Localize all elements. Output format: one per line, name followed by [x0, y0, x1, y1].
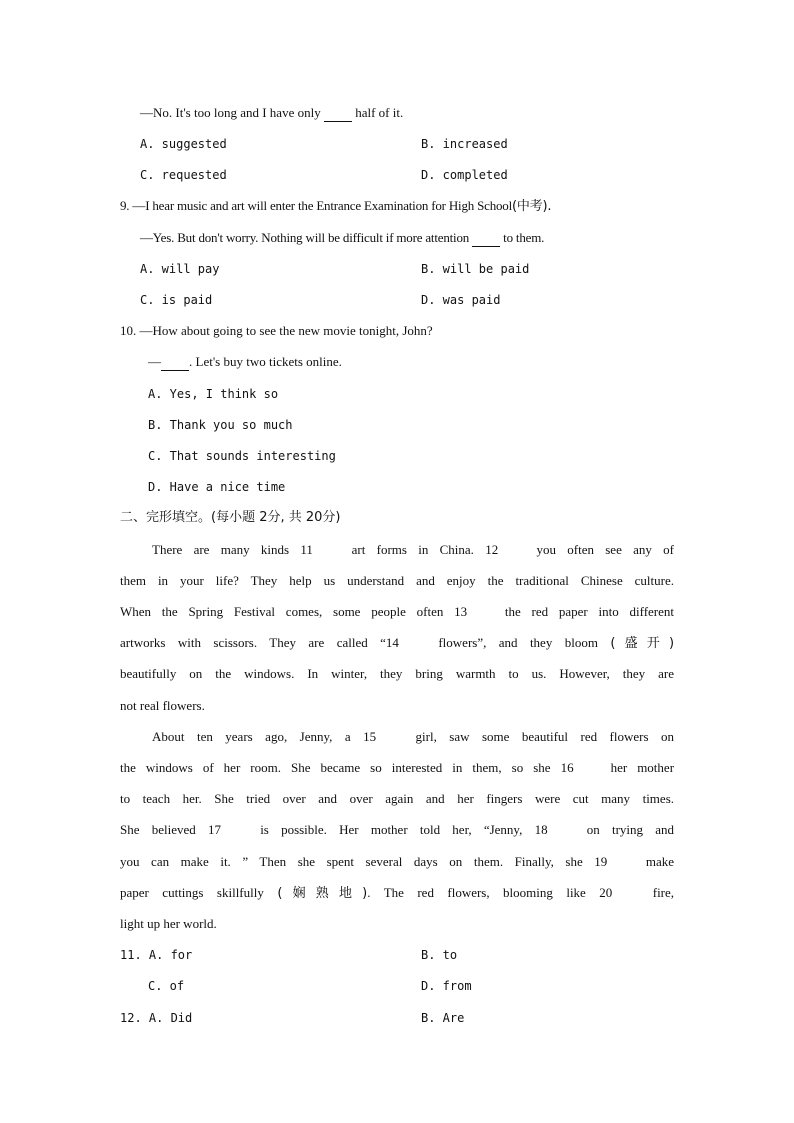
q9-stem-cjk: (中考). — [512, 199, 552, 214]
q8-reply — [140, 105, 403, 121]
q12-option-b[interactable]: B. Are — [421, 1011, 465, 1025]
passage-text: There are many kinds — [152, 542, 290, 557]
q9-reply — [140, 230, 544, 246]
q8-answer-blank[interactable] — [324, 105, 352, 122]
blank-19[interactable]: 19 — [594, 854, 634, 870]
passage-text: paper cuttings skillfully — [120, 885, 264, 900]
q10-reply-dash: — — [148, 354, 161, 369]
q10-option-b[interactable]: B. Thank you so much — [148, 418, 293, 432]
q10-reply — [148, 354, 342, 370]
passage-text: . The red flowers, blooming like — [367, 885, 586, 900]
passage-line — [120, 604, 674, 620]
passage-line: not real flowers. — [120, 698, 205, 713]
q9-reply-text-b: to them. — [503, 230, 545, 245]
q10-reply-text: . Let's buy two tickets online. — [189, 354, 342, 369]
q9-stem — [120, 198, 551, 214]
q9-option-d[interactable]: D. was paid — [421, 293, 501, 307]
section-title: 二、完形填空。 — [120, 510, 212, 525]
q8-option-c[interactable]: C. requested — [140, 168, 227, 182]
q9-option-c[interactable]: C. is paid — [140, 293, 213, 307]
passage-text: artworks with scissors. They are called “ — [120, 635, 386, 650]
q9-option-b[interactable]: B. will be paid — [421, 262, 530, 276]
q8-reply-text-a: —No. It's too long and I have only — [140, 105, 321, 120]
passage-line: light up her world. — [120, 916, 217, 931]
q9-answer-blank[interactable] — [472, 230, 500, 247]
q8-reply-text-b: half of it. — [355, 105, 404, 120]
passage-text: is possible. Her mother told her, “Jenny, — [260, 822, 523, 837]
passage-text: you often see any of — [536, 542, 674, 557]
blank-17[interactable]: 17 — [208, 822, 248, 838]
passage-text: She believed — [120, 822, 196, 837]
blank-12[interactable]: 12 — [485, 542, 525, 558]
passage-line: to teach her. She tried over and over again and her fingers were cut many times. — [120, 791, 674, 806]
blank-18[interactable]: 18 — [535, 822, 575, 838]
passage-line — [120, 854, 674, 870]
passage-text: the red paper into different — [504, 604, 674, 619]
q9-option-a[interactable]: A. will pay — [140, 262, 220, 276]
q8-option-d[interactable]: D. completed — [421, 168, 508, 182]
blank-20[interactable]: 20 — [599, 885, 639, 901]
passage-text: art forms in China. — [351, 542, 474, 557]
passage-line — [120, 822, 674, 838]
q11-option-c[interactable]: C. of — [148, 979, 185, 993]
q9-stem-text: 9. —I hear music and art will enter the Entrance Examination for High School — [120, 198, 513, 213]
q10-stem: 10. —How about going to see the new movie tonight, John? — [120, 323, 433, 338]
q10-answer-blank[interactable] — [161, 354, 189, 371]
q11-option-a[interactable]: 11. A. for — [120, 948, 193, 962]
passage-text-cjk: (盛开) — [610, 636, 674, 651]
passage-text: flowers”, and they bloom — [438, 635, 598, 650]
passage-text-cjk: (娴熟地) — [277, 886, 368, 901]
passage-text: make — [645, 854, 674, 869]
q9-reply-text-a: —Yes. But don't worry. Nothing will be difficult if more attention — [140, 230, 470, 245]
passage-line — [152, 542, 674, 558]
passage-line: them in your life? They help us understand and enjoy the traditional Chinese culture. — [120, 573, 674, 588]
passage-text: her mother — [610, 760, 674, 775]
section-heading — [120, 510, 341, 526]
q11-option-d[interactable]: D. from — [421, 979, 472, 993]
q10-option-c[interactable]: C. That sounds interesting — [148, 449, 336, 463]
q8-option-a[interactable]: A. suggested — [140, 137, 227, 151]
passage-line — [120, 635, 674, 651]
blank-16[interactable]: 16 — [561, 760, 601, 776]
passage-text: the windows of her room. She became so interested in them, so she — [120, 760, 551, 775]
q11-option-b[interactable]: B. to — [421, 948, 458, 962]
passage-text: you can make it. ” Then she spent several days on them. Finally, she — [120, 854, 583, 869]
q10-option-a[interactable]: A. Yes, I think so — [148, 387, 279, 401]
passage-line — [152, 729, 674, 745]
passage-line: beautifully on the windows. In winter, they bring warmth to us. However, they are — [120, 666, 674, 681]
blank-11[interactable]: 11 — [300, 542, 340, 558]
passage-text: on trying and — [586, 822, 674, 837]
q10-option-d[interactable]: D. Have a nice time — [148, 480, 286, 494]
blank-15[interactable]: 15 — [363, 729, 403, 745]
passage-text: About ten years ago, Jenny, a — [152, 729, 351, 744]
q12-option-a[interactable]: 12. A. Did — [120, 1011, 193, 1025]
q8-option-b[interactable]: B. increased — [421, 137, 508, 151]
blank-13[interactable]: 13 — [454, 604, 494, 620]
blank-14[interactable]: 14 — [386, 635, 426, 651]
passage-text: girl, saw some beautiful red flowers on — [415, 729, 674, 744]
passage-text: fire, — [652, 885, 674, 900]
passage-text: When the Spring Festival comes, some people often — [120, 604, 444, 619]
passage-line — [120, 760, 674, 776]
section-scoring: (每小题 2分, 共 20分) — [211, 510, 341, 525]
passage-line — [120, 885, 674, 901]
